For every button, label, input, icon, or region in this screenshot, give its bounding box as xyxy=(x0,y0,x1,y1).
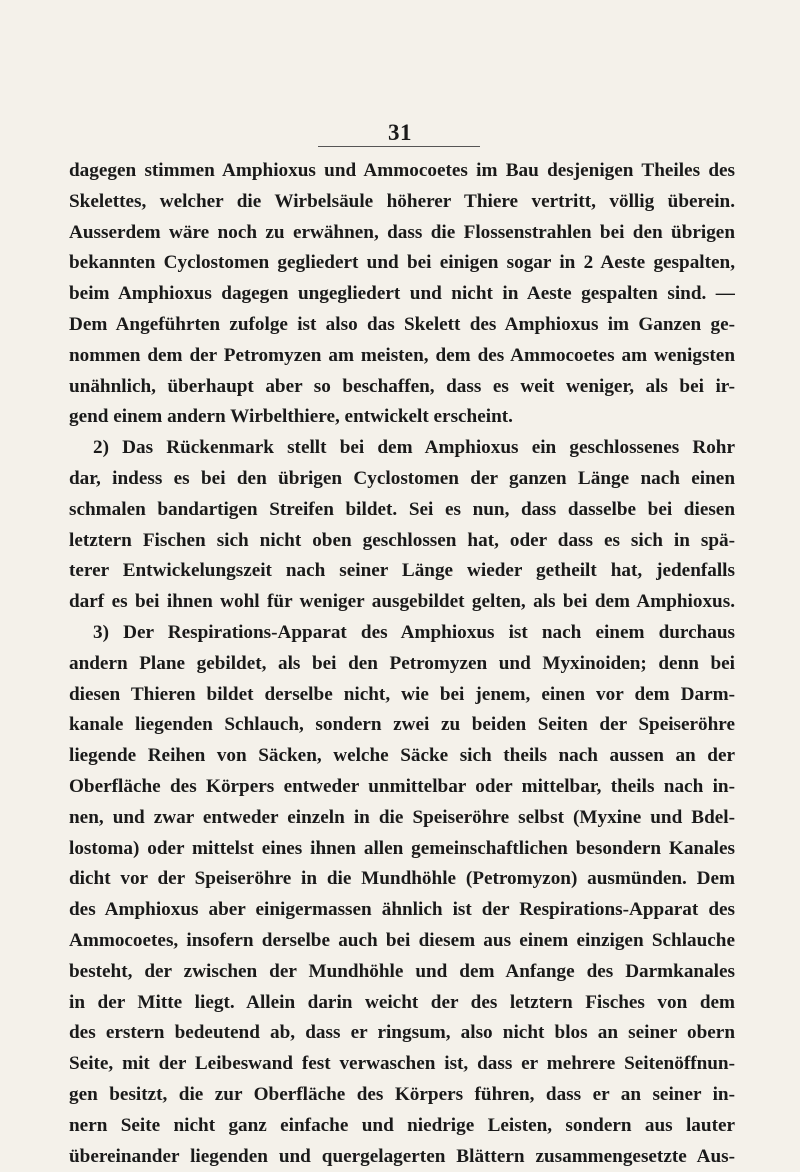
text-line: Ammocoetes, insofern derselbe auch bei diesem aus einem einzigen Schlauche xyxy=(69,926,735,957)
text-line: lostoma) oder mittelst eines ihnen allen gemeinschaftlichen besondern Kanales xyxy=(69,834,735,865)
text-line: liegende Reihen von Säcken, welche Säcke sich theils nach aussen an der xyxy=(69,741,735,772)
text-line: dagegen stimmen Amphioxus und Ammocoetes im Bau desjenigen Theiles des xyxy=(69,156,735,187)
text-line: bekannten Cyclostomen gegliedert und bei einigen sogar in 2 Aeste gespalten, xyxy=(69,248,735,279)
body-text xyxy=(69,156,735,1172)
header-rule xyxy=(318,146,480,147)
text-line: nen, und zwar entweder einzeln in die Speiseröhre selbst (Myxine und Bdel- xyxy=(69,803,735,834)
text-line: des erstern bedeutend ab, dass er ringsum, also nicht blos an seiner obern xyxy=(69,1018,735,1049)
text-line: kanale liegenden Schlauch, sondern zwei zu beiden Seiten der Speiseröhre xyxy=(69,710,735,741)
text-line: des Amphioxus aber einigermassen ähnlich ist der Respirations-Apparat des xyxy=(69,895,735,926)
text-line: dicht vor der Speiseröhre in die Mundhöhle (Petromyzon) ausmünden. Dem xyxy=(69,864,735,895)
text-line: gen besitzt, die zur Oberfläche des Körpers führen, dass er an seiner in- xyxy=(69,1080,735,1111)
text-line: terer Entwickelungszeit nach seiner Länge wieder getheilt hat, jedenfalls xyxy=(69,556,735,587)
text-line: 3) Der Respirations-Apparat des Amphioxus ist nach einem durchaus xyxy=(69,618,735,649)
text-line: unähnlich, überhaupt aber so beschaffen, dass es weit weniger, als bei ir- xyxy=(69,372,735,403)
text-line: beim Amphioxus dagegen ungegliedert und nicht in Aeste gespalten sind. — xyxy=(69,279,735,310)
text-line: gend einem andern Wirbelthiere, entwickelt erscheint. xyxy=(69,402,735,433)
text-line: Ausserdem wäre noch zu erwähnen, dass die Flossenstrahlen bei den übrigen xyxy=(69,218,735,249)
text-line: dar, indess es bei den übrigen Cyclostomen der ganzen Länge nach einen xyxy=(69,464,735,495)
text-line: 2) Das Rückenmark stellt bei dem Amphioxus ein geschlossenes Rohr xyxy=(69,433,735,464)
text-line: Skelettes, welcher die Wirbelsäule höherer Thiere vertritt, völlig überein. xyxy=(69,187,735,218)
text-line: diesen Thieren bildet derselbe nicht, wie bei jenem, einen vor dem Darm- xyxy=(69,680,735,711)
text-line: besteht, der zwischen der Mundhöhle und dem Anfange des Darmkanales xyxy=(69,957,735,988)
text-line: Dem Angeführten zufolge ist also das Skelett des Amphioxus im Ganzen ge- xyxy=(69,310,735,341)
page-number: 31 xyxy=(0,120,800,146)
text-line: nommen dem der Petromyzen am meisten, dem des Ammocoetes am wenigsten xyxy=(69,341,735,372)
text-line: übereinander liegenden und quergelagerten Blättern zusammengesetzte Aus- xyxy=(69,1142,735,1172)
text-line: andern Plane gebildet, als bei den Petromyzen und Myxinoiden; denn bei xyxy=(69,649,735,680)
text-line: in der Mitte liegt. Allein darin weicht der des letztern Fisches von dem xyxy=(69,988,735,1019)
text-line: darf es bei ihnen wohl für weniger ausgebildet gelten, als bei dem Amphioxus. xyxy=(69,587,735,618)
text-line: nern Seite nicht ganz einfache und niedrige Leisten, sondern aus lauter xyxy=(69,1111,735,1142)
text-line: schmalen bandartigen Streifen bildet. Sei es nun, dass dasselbe bei diesen xyxy=(69,495,735,526)
text-line: Seite, mit der Leibeswand fest verwaschen ist, dass er mehrere Seitenöffnun- xyxy=(69,1049,735,1080)
text-line: Oberfläche des Körpers entweder unmittelbar oder mittelbar, theils nach in- xyxy=(69,772,735,803)
text-line: letztern Fischen sich nicht oben geschlossen hat, oder dass es sich in spä- xyxy=(69,526,735,557)
